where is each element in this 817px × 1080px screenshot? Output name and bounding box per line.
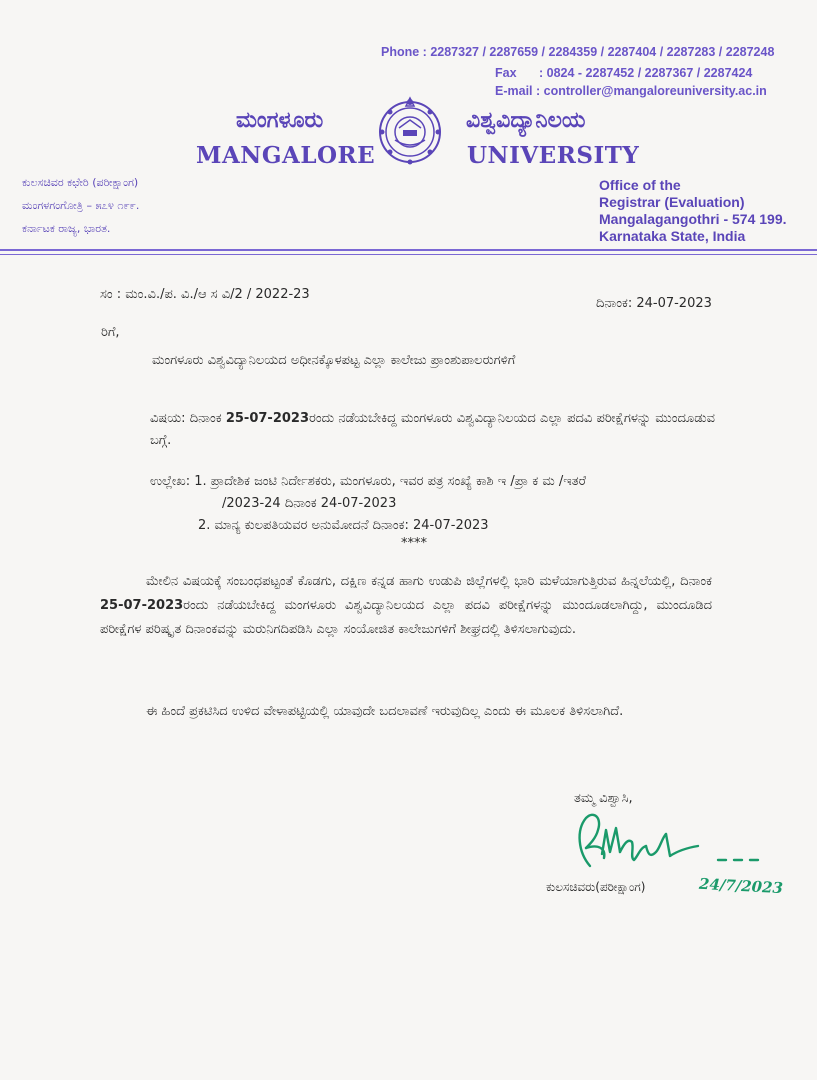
subject-date: 25-07-2023 [225, 411, 309, 426]
kannada-office-line-1: ಕುಲಸಚಿವರ ಕಛೇರಿ (ಪರೀಕ್ಷಾಂಗ) [22, 176, 139, 189]
body-paragraph-2: ಈ ಹಿಂದೆ ಪ್ರಕಟಿಸಿದ ಉಳಿದ ವೇಳಾಪಟ್ಟಿಯಲ್ಲಿ ಯಾವುದೇ ಬದಲಾವಣೆ ಇರುವುದಿಲ್ಲ ಎಂದು ಈ ಮೂಲಕ ತಿಳಿಸಲಾಗಿದೆ. [146, 704, 624, 719]
subject [150, 408, 715, 452]
letterhead-rule-thick [0, 249, 817, 251]
fax-numbers: : 0824 - 2287452 / 2287367 / 2287424 [539, 66, 753, 80]
letterhead-rule-thin [0, 254, 817, 255]
reference-number: ಸಂ : ಮಂ.ವಿ./ಪ. ವಿ./ಆ ಸ ವಿ/2 / 2022-23 [100, 287, 310, 302]
phone-label: Phone : [381, 45, 427, 59]
signatory-title: ಕುಲಸಚಿವರು(ಪರೀಕ್ಷಾಂಗ) [546, 880, 646, 894]
kannada-office-line-3: ಕರ್ನಾಟಕ ರಾಜ್ಯ, ಭಾರತ. [22, 222, 111, 235]
recipient-line: ಮಂಗಳೂರು ವಿಶ್ವವಿದ್ಯಾನಿಲಯದ ಅಧೀನಕ್ಕೊಳಪಟ್ಟ ಎಲ್ಲಾ ಕಾಲೇಜು ಪ್ರಾಂಶುಪಾಲರುಗಳಿಗೆ [152, 353, 516, 368]
reference-1b: /2023-24 ದಿನಾಂಕ 24-07-2023 [222, 496, 397, 511]
subject-prefix: ವಿಷಯ: ದಿನಾಂಕ [150, 411, 226, 426]
brand-english-left: MANGALORE [196, 142, 376, 169]
reference-2: 2. ಮಾನ್ಯ ಕುಲಪತಿಯವರ ಅನುಮೋದನೆ ದಿನಾಂಕ: 24-07-2023 [198, 518, 489, 533]
reference-block [150, 471, 720, 537]
reference-label: ಉಲ್ಲೇಖ: [150, 474, 191, 489]
email-label: E-mail : [495, 84, 541, 98]
brand-english-right: UNIVERSITY [467, 142, 640, 169]
subject-rest: ರಂದು ನಡೆಯಬೇಕಿದ್ದ ಮಂಗಳೂರು ವಿಶ್ವವಿದ್ಯಾನಿಲಯದ ಎಲ್ಲಾ ಪದವಿ ಪರೀಕ್ಷೆಗಳನ್ನು ಮುಂದೂಡುವ ಬಗ್ಗೆ. [150, 411, 715, 448]
addressee-salutation: ರಿಗೆ, [101, 325, 120, 340]
brand-kannada-left: ಮಂಗಳೂರು [236, 108, 324, 133]
university-emblem-icon [375, 94, 445, 168]
english-office-line-1: Office of the [599, 177, 681, 193]
letter-date: ದಿನಾಂಕ: 24-07-2023 [596, 296, 712, 311]
signature-icon [568, 808, 768, 878]
english-office-line-2: Registrar (Evaluation) [599, 194, 745, 210]
english-office-line-3: Mangalagangothri - 574 199. [599, 211, 787, 227]
phone-numbers: 2287327 / 2287659 / 2284359 / 2287404 / 2287283 / 2287248 [430, 45, 775, 59]
closing: ತಮ್ಮ ವಿಶ್ವಾಸಿ, [574, 791, 633, 806]
separator-stars: **** [401, 536, 427, 551]
fax-label: Fax [495, 66, 517, 80]
brand-kannada-right: ವಿಶ್ವವಿದ್ಯಾನಿಲಯ [466, 108, 586, 133]
phone-line [381, 45, 774, 59]
fax-line [495, 66, 752, 80]
kannada-office-line-2: ಮಂಗಳಗಂಗೋತ್ರಿ – ೫೭೪ ೧೯೯. [22, 199, 140, 212]
email-address[interactable]: controller@mangaloreuniversity.ac.in [543, 84, 767, 98]
handwritten-date: 24/7/2023 [698, 874, 784, 898]
english-office-block [599, 177, 787, 245]
reference-1a: ಉಲ್ಲೇಖ: 1. ಪ್ರಾದೇಶಿಕ ಜಂಟಿ ನಿರ್ದೇಶಕರು, ಮಂಗಳೂರು, ಇವರ ಪತ್ರ ಸಂಖ್ಯೆ ಕಾಶಿ ಇ /ಪ್ರಾ ಕ ಮ /ಇತರೆ [150, 474, 586, 489]
english-office-line-4: Karnataka State, India [599, 228, 746, 244]
body-paragraph-1: ಮೇಲಿನ ವಿಷಯಕ್ಕೆ ಸಂಬಂಧಪಟ್ಟಂತೆ ಕೊಡಗು, ದಕ್ಷಿಣ ಕನ್ನಡ ಹಾಗು ಉಡುಪಿ ಜಿಲ್ಲೆಗಳಲ್ಲಿ ಭಾರಿ ಮಳೆಯಾಗುತ್ತಿರುವ ಹಿನ್ನಲೆಯಲ್ಲಿ, ದಿನಾಂಕ 25-07-2023ರಂದು ನಡೆಯಬೇಕಿದ್ದ ಮಂಗಳೂರು ವಿಶ್ವವಿದ್ಯಾನಿಲಯದ ಎಲ್ಲಾ ಪದವಿ ಪರೀಕ್ಷೆಗಳನ್ನು ಮುಂದೂಡಲಾಗಿದ್ದು, ಮುಂದೂಡಿದ ಪರೀಕ್ಷೆಗಳ ಪರಿಷ್ಕೃತ ದಿನಾಂಕವನ್ನು ಮರುನಿಗದಿಪಡಿಸಿ ಎಲ್ಲಾ ಸಂಯೋಜಿತ ಕಾಲೇಜುಗಳಿಗೆ ಶೀಘ್ರದಲ್ಲಿ ತಿಳಿಸಲಾಗುವುದು. [100, 574, 712, 637]
body-date: 25-07-2023 [100, 598, 184, 613]
email-line [495, 84, 767, 98]
